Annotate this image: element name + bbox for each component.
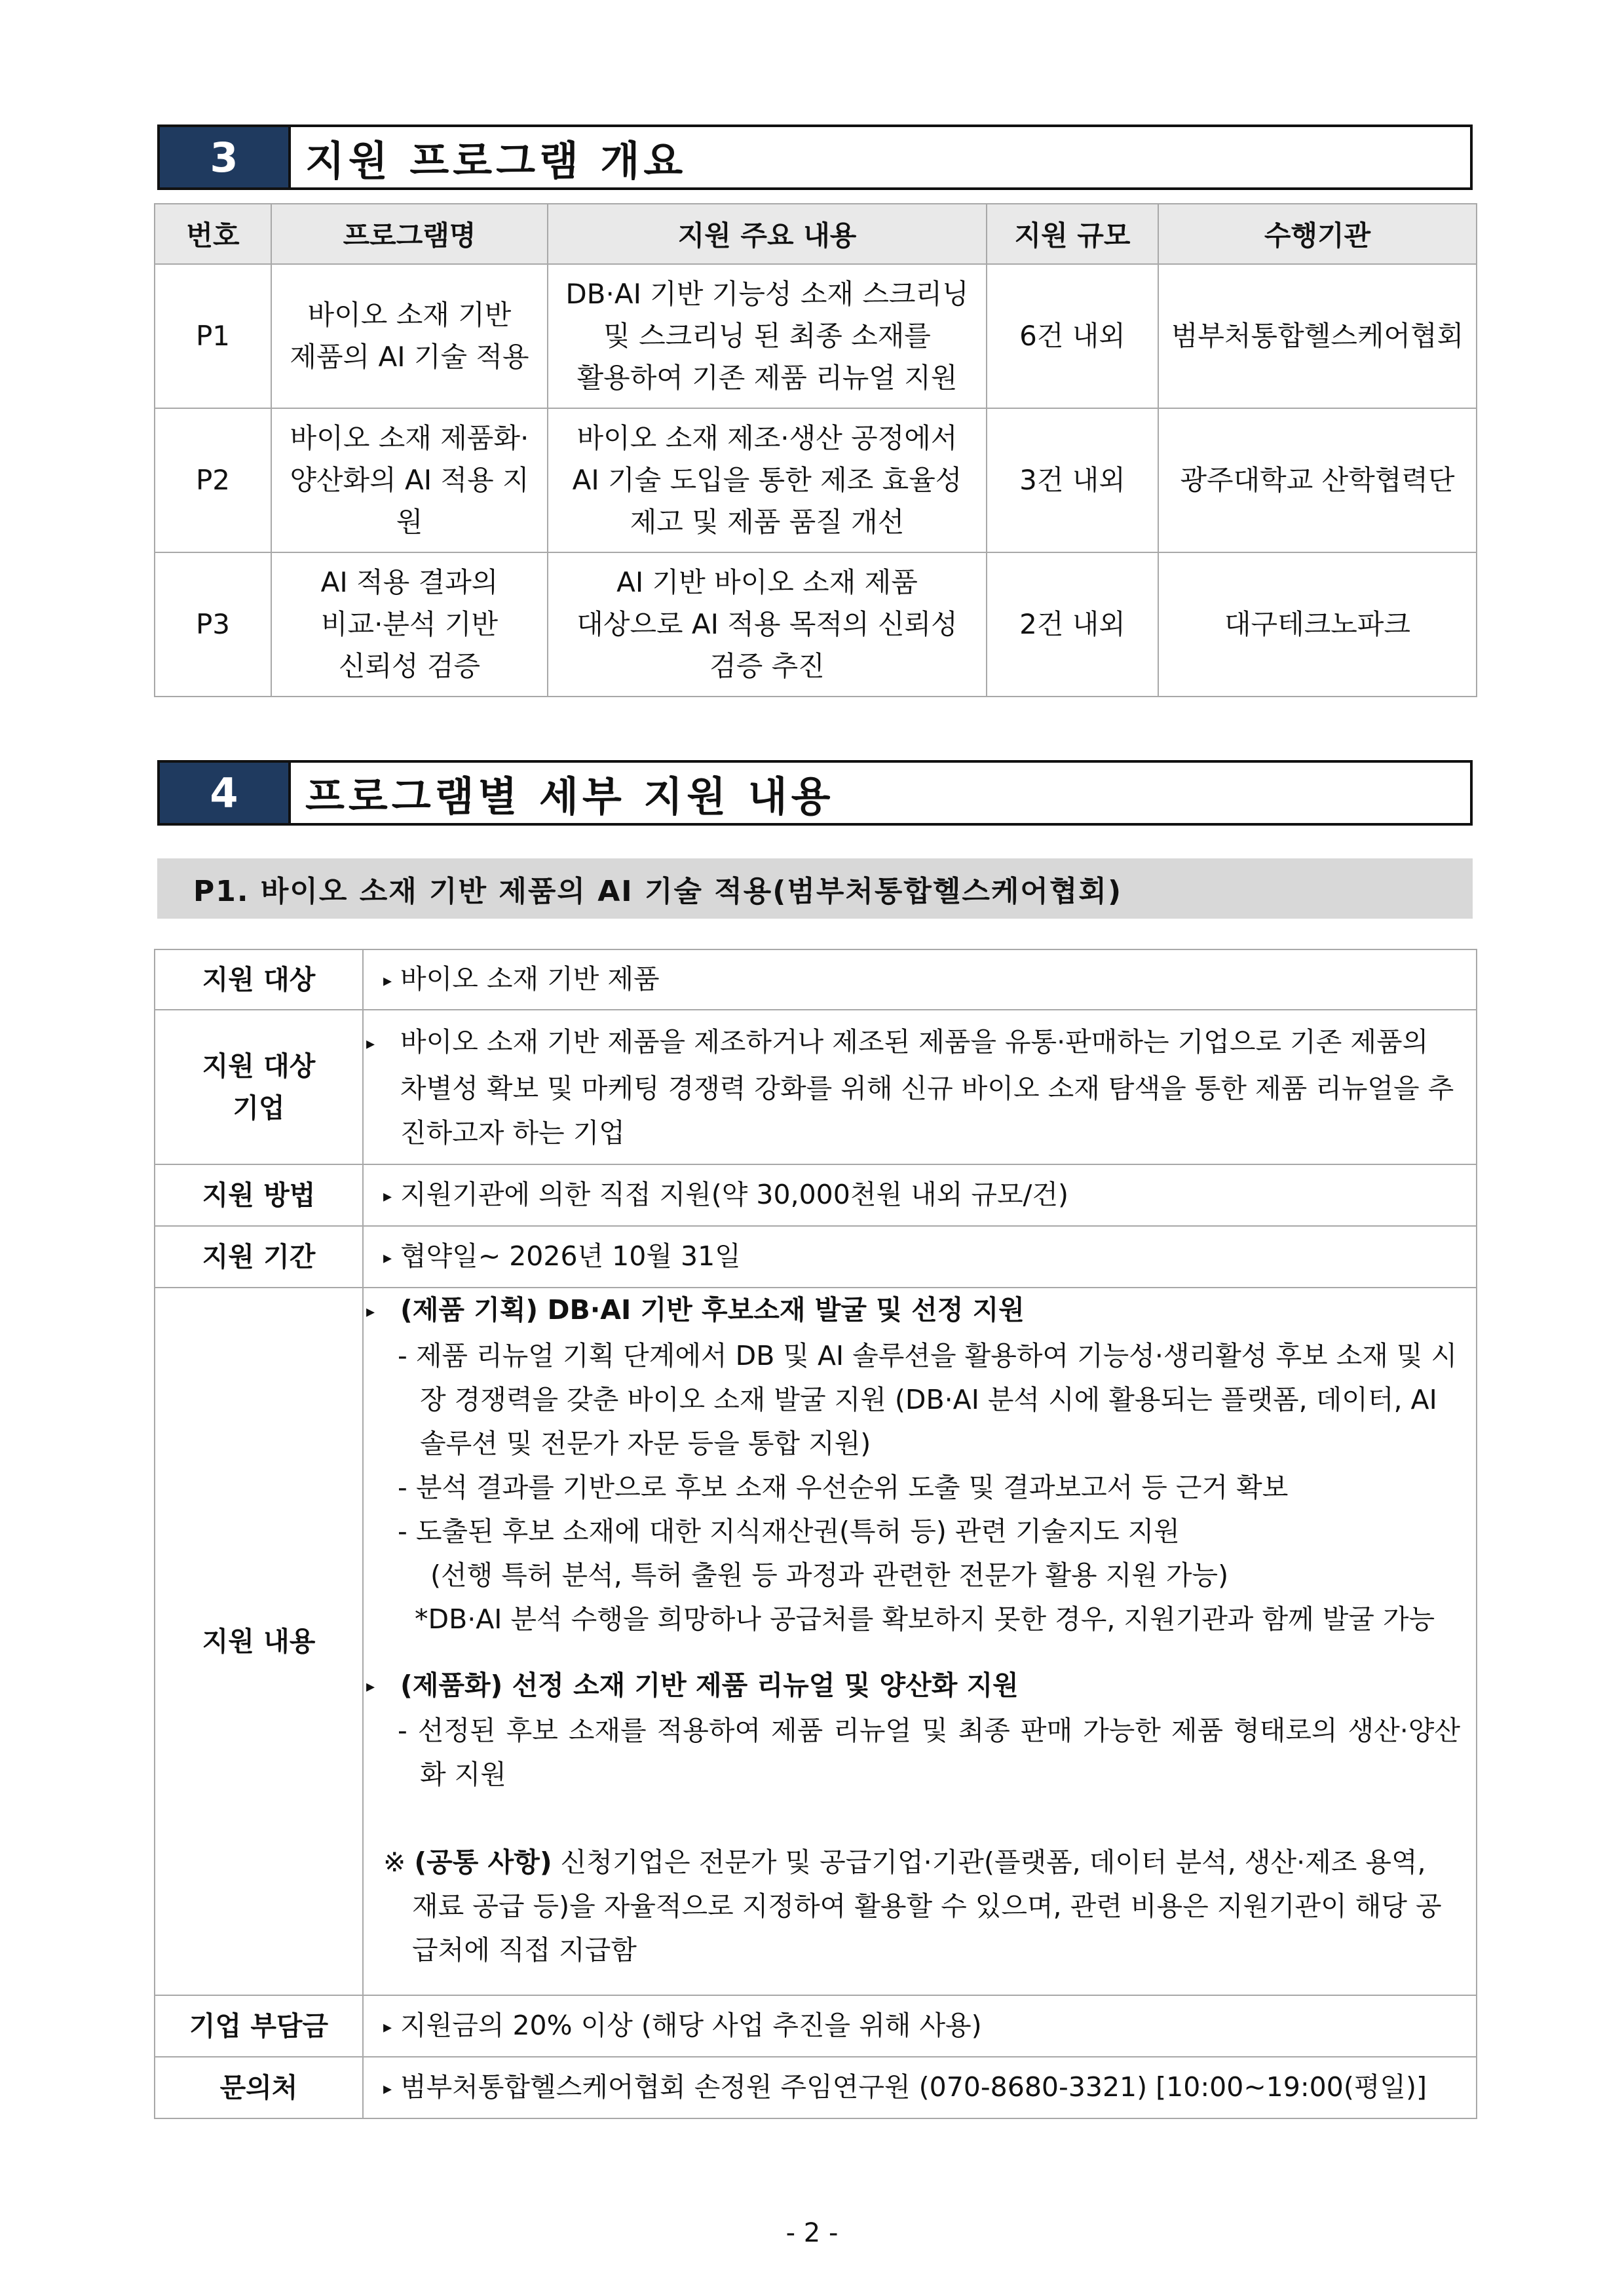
program-name-line: 바이오 소재 제품화· [290,422,529,454]
header-organization: 수행기관 [1158,204,1477,264]
content-subitem: (선행 특허 분석, 특허 출원 등 과정과 관련한 전문가 활용 지원 가능) [430,1559,1229,1591]
program-name [271,264,548,408]
content-item: - 제품 리뉴얼 기획 단계에서 DB 및 AI 솔루션을 활용하여 기능성·생리활성 후보 소재 및 시장 경쟁력을 갖춘 바이오 소재 발굴 지원 (DB·AI 분석 시에 활용되는 플랫폼, 데이터, AI 솔루션 및 전문가 자문 등을 통합 지원) [398,1339,1458,1459]
bullet-icon: ▸ [366,1301,375,1322]
program-content-line: 검증 추진 [709,650,825,682]
program-content [548,264,987,408]
program-content-line: AI 기반 바이오 소재 제품 [616,566,918,598]
table-row [155,2057,1477,2118]
content-item: - 도출된 후보 소재에 대한 지식재산권(특허 등) 관련 기술지도 지원 [398,1515,1180,1547]
period-value [363,1226,1477,1288]
section-title: 지원 프로그램 개요 [305,136,687,185]
section-title: 프로그램별 세부 지원 내용 [305,772,835,820]
program-name-line: 비교·분석 기반 [320,608,499,640]
program-content-line: 및 스크리닝 된 최종 소재를 [603,320,931,352]
table-row [155,1995,1477,2057]
program-scale: 6건 내외 [987,264,1158,408]
program-name-line: AI 적용 결과의 [320,566,499,598]
target-text: 바이오 소재 기반 제품 [400,963,660,995]
program-id: P3 [155,552,271,697]
company-text: 바이오 소재 기반 제품을 제조하거나 제조된 제품을 유통·판매하는 기업으로 기존 제품의 차별성 확보 및 마케팅 경쟁력 강화를 위해 신규 바이오 소재 탐색을 통한 제품 리뉴얼을 추진하고자 하는 기업 [400,1025,1454,1149]
table-row [155,1164,1477,1226]
bullet-icon: ▸ [383,2078,392,2099]
table-row [155,1010,1477,1164]
company-value [363,1010,1477,1164]
method-label: 지원 방법 [155,1164,363,1226]
program-name-line: 신뢰성 검증 [338,650,481,682]
content-value [363,1288,1477,1995]
target-label: 지원 대상 [155,949,363,1010]
program-scale: 2건 내외 [987,552,1158,697]
header-main-content: 지원 주요 내용 [548,204,987,264]
program-content-line: 활용하여 기존 제품 리뉴얼 지원 [576,362,958,394]
header-scale: 지원 규모 [987,204,1158,264]
program-content-line: 대상으로 AI 적용 목적의 신뢰성 [576,608,958,640]
table-row [155,408,1477,552]
table-row [155,1226,1477,1288]
program-content [548,552,987,697]
table-header-row [155,204,1477,264]
program-organization: 범부처통합헬스케어협회 [1158,264,1477,408]
table-row [155,949,1477,1010]
program-content-line: DB·AI 기반 기능성 소재 스크리닝 [565,278,969,310]
burden-value [363,1995,1477,2057]
p1-subheader: P1. 바이오 소재 기반 제품의 AI 기술 적용(범부처통합헬스케어협회) [157,858,1473,919]
bullet-icon: ▸ [383,1186,392,1206]
content-footnote: *DB·AI 분석 수행을 희망하나 공급처를 확보하지 못한 경우, 지원기관과 함께 발굴 가능 [415,1603,1435,1635]
note-mark: ※ [383,1846,406,1878]
method-text: 지원기관에 의한 직접 지원(약 30,000천원 내외 규모/건) [400,1178,1068,1210]
bullet-icon: ▸ [383,970,392,991]
program-content-line: AI 기술 도입을 통한 제조 효율성 [572,464,962,496]
period-label: 지원 기간 [155,1226,363,1288]
program-id: P1 [155,264,271,408]
page-number: - 2 - [785,2218,839,2248]
p1-detail-table [154,949,1477,2119]
table-row [155,264,1477,408]
program-organization: 대구테크노파크 [1158,552,1477,697]
program-overview-table [154,203,1477,697]
header-program-name: 프로그램명 [271,204,548,264]
burden-text: 지원금의 20% 이상 (해당 사업 추진을 위해 사용) [400,2009,982,2041]
section-3-header [157,124,1473,190]
header-number: 번호 [155,204,271,264]
content-heading-production: (제품화) 선정 소재 기반 제품 리뉴얼 및 양산화 지원 [400,1669,1019,1701]
program-name [271,552,548,697]
target-value [363,949,1477,1010]
bullet-icon: ▸ [366,1677,375,1696]
bullet-icon: ▸ [366,1033,375,1054]
content-item: - 분석 결과를 기반으로 후보 소재 우선순위 도출 및 결과보고서 등 근거 확보 [398,1471,1289,1503]
contact-label: 문의처 [155,2057,363,2118]
program-content-line: 제고 및 제품 품질 개선 [630,506,905,538]
company-label [155,1010,363,1164]
burden-label: 기업 부담금 [155,1995,363,2057]
company-label-line: 지원 대상 [202,1050,316,1082]
program-content-line: 바이오 소재 제조·생산 공정에서 [576,422,958,454]
content-heading-planning: (제품 기획) DB·AI 기반 후보소재 발굴 및 선정 지원 [400,1294,1025,1326]
section-number: 3 [160,127,291,187]
program-name [271,408,548,552]
content-label: 지원 내용 [155,1288,363,1995]
bullet-icon: ▸ [383,1248,392,1268]
period-text: 협약일~ 2026년 10월 31일 [400,1240,741,1272]
note-heading: (공통 사항) [414,1846,552,1878]
content-item: - 선정된 후보 소재를 적용하여 제품 리뉴얼 및 최종 판매 가능한 제품 형태로의 생산·양산화 지원 [398,1715,1460,1790]
company-label-line: 기업 [233,1092,285,1124]
program-name-line: 제품의 AI 기술 적용 [290,341,529,373]
section-4-header [157,760,1473,826]
program-organization: 광주대학교 산학협력단 [1158,408,1477,552]
program-scale: 3건 내외 [987,408,1158,552]
bullet-icon: ▸ [383,2017,392,2037]
contact-value [363,2057,1477,2118]
method-value [363,1164,1477,1226]
contact-text: 범부처통합헬스케어협회 손정원 주임연구원 (070-8680-3321) [10:00~19:00(평일)] [400,2071,1427,2103]
program-name-line: 바이오 소재 기반 [307,299,512,331]
note-text: 신청기업은 전문가 및 공급기업·기관(플랫폼, 데이터 분석, 생산·제조 용역, 재료 공급 등)을 자율적으로 지정하여 활용할 수 있으며, 관련 비용은 지원기관이 해당 공급처에 직접 지급함 [412,1846,1442,1966]
table-row [155,552,1477,697]
program-content [548,408,987,552]
table-row [155,1288,1477,1995]
program-name-line: 양산화의 AI 적용 지원 [290,464,529,538]
program-id: P2 [155,408,271,552]
section-number: 4 [160,763,291,823]
